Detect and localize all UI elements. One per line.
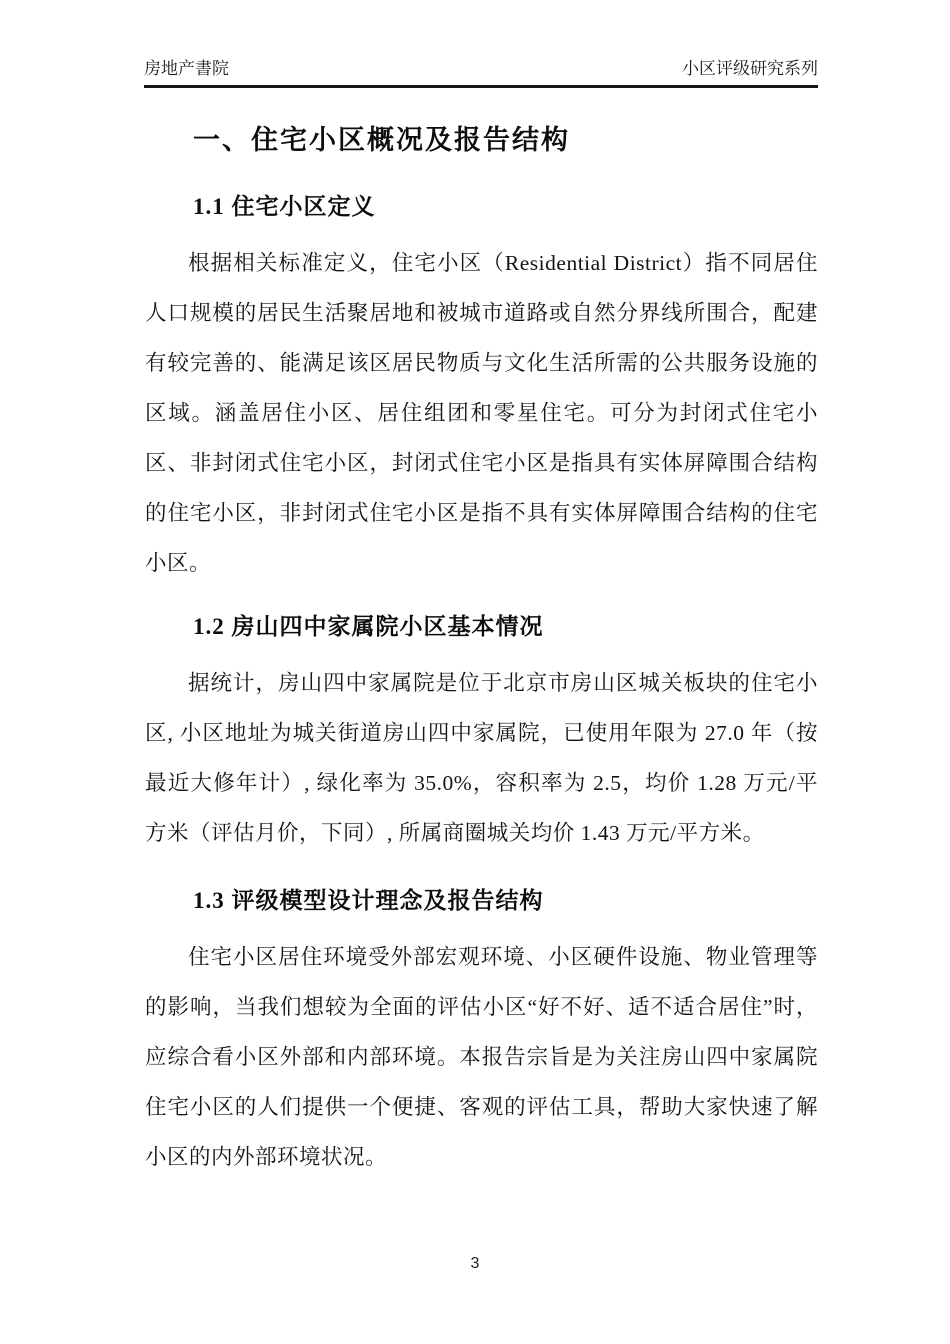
section-heading-1-1: 1.1 住宅小区定义 bbox=[193, 194, 376, 219]
section-1-3-paragraph: 住宅小区居住环境受外部宏观环境、小区硬件设施、物业管理等的影响，当我们想较为全面的评估小区“好不好、适不适合居住”时，应综合看小区外部和内部环境。本报告宗旨是为关注房山四中家属院住宅小区的人们提供一个便捷、客观的评估工具，帮助大家快速了解小区的内外部环境状况。 bbox=[145, 945, 818, 1169]
chapter-title: 一、住宅小区概况及报告结构 bbox=[193, 125, 570, 155]
section-1-2-paragraph: 据统计，房山四中家属院是位于北京市房山区城关板块的住宅小区, 小区地址为城关街道房山四中家属院，已使用年限为 27.0 年（按最近大修年计）, 绿化率为 35.0%，容积率为 2.5，均价 1.28 万元/平方米（评估月价，下同）, 所属商圈城关均价 1.43 万元/平方米。 bbox=[145, 671, 818, 845]
section-heading-1-2: 1.2 房山四中家属院小区基本情况 bbox=[193, 614, 544, 639]
page-footer bbox=[0, 1255, 950, 1273]
running-header bbox=[144, 58, 818, 88]
header-right-text: 小区评级研究系列 bbox=[682, 59, 818, 78]
page-number: 3 bbox=[470, 1255, 480, 1272]
header-left-text: 房地产書院 bbox=[144, 59, 229, 78]
section-heading-1-3: 1.3 评级模型设计理念及报告结构 bbox=[193, 888, 544, 913]
section-1-1-paragraph: 根据相关标准定义，住宅小区（Residential District）指不同居住人口规模的居民生活聚居地和被城市道路或自然分界线所围合，配建有较完善的、能满足该区居民物质与文化生活所需的公共服务设施的区域。涵盖居住小区、居住组团和零星住宅。可分为封闭式住宅小区、非封闭式住宅小区，封闭式住宅小区是指具有实体屏障围合结构的住宅小区，非封闭式住宅小区是指不具有实体屏障围合结构的住宅小区。 bbox=[145, 251, 818, 575]
page-content bbox=[145, 100, 818, 1182]
